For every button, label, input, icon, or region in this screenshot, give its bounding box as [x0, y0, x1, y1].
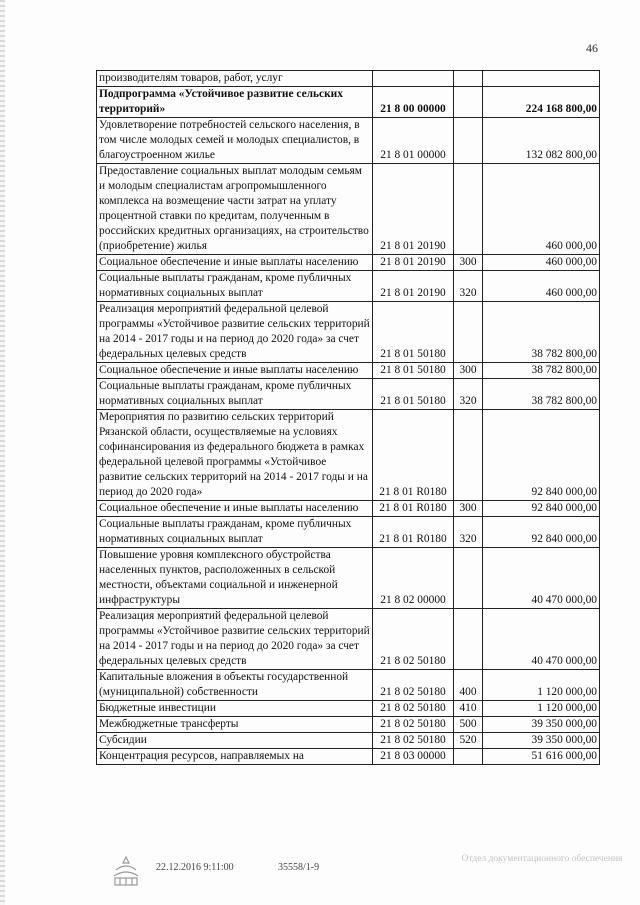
- row-vr-cell: [454, 118, 483, 164]
- row-name-cell: производителям товаров, работ, услуг: [97, 71, 373, 87]
- row-name-cell: Социальные выплаты гражданам, кроме публичных нормативных социальных выплат: [97, 517, 373, 548]
- table-row: [97, 271, 600, 302]
- scan-edge: [0, 0, 5, 905]
- table-row: [97, 701, 600, 717]
- table-row: [97, 717, 600, 733]
- table-row: [97, 548, 600, 609]
- row-code-cell: 21 8 01 50180: [373, 363, 454, 379]
- row-vr-cell: 320: [454, 517, 483, 548]
- row-sum-cell: 460 000,00: [483, 255, 600, 271]
- row-sum-cell: [483, 71, 600, 87]
- row-code-cell: 21 8 01 20190: [373, 271, 454, 302]
- footer-note: Отдел документационного обеспечения: [461, 854, 623, 864]
- table-row: [97, 302, 600, 363]
- row-vr-cell: 400: [454, 670, 483, 701]
- row-sum-cell: 38 782 800,00: [483, 363, 600, 379]
- row-sum-cell: 92 840 000,00: [483, 501, 600, 517]
- row-sum-cell: 92 840 000,00: [483, 410, 600, 501]
- row-vr-cell: 500: [454, 717, 483, 733]
- row-name-cell: Социальные выплаты гражданам, кроме публичных нормативных социальных выплат: [97, 379, 373, 410]
- stamp-logo-icon: [106, 854, 146, 890]
- row-vr-cell: 520: [454, 733, 483, 749]
- row-name-cell: Социальное обеспечение и иные выплаты населению: [97, 255, 373, 271]
- row-code-cell: 21 8 02 50180: [373, 609, 454, 670]
- row-sum-cell: 1 120 000,00: [483, 670, 600, 701]
- row-name-cell: Удовлетворение потребностей сельского населения, в том числе молодых семей и молодых специалистов, в благоустроенном жилье: [97, 118, 373, 164]
- row-name-cell: Реализация мероприятий федеральной целевой программы «Устойчивое развитие сельских территорий на 2014 - 2017 годы и на период до 2020 года» за счет федеральных целевых средств: [97, 609, 373, 670]
- table-row: [97, 379, 600, 410]
- row-sum-cell: 1 120 000,00: [483, 701, 600, 717]
- row-code-cell: 21 8 02 50180: [373, 701, 454, 717]
- row-sum-cell: 40 470 000,00: [483, 548, 600, 609]
- table-row: [97, 164, 600, 255]
- table-row: [97, 670, 600, 701]
- row-vr-cell: 300: [454, 501, 483, 517]
- row-sum-cell: 39 350 000,00: [483, 733, 600, 749]
- row-code-cell: 21 8 01 50180: [373, 379, 454, 410]
- row-vr-cell: 320: [454, 271, 483, 302]
- row-code-cell: 21 8 03 00000: [373, 749, 454, 765]
- budget-table: [96, 70, 600, 765]
- row-vr-cell: [454, 749, 483, 765]
- row-code-cell: 21 8 01 00000: [373, 118, 454, 164]
- row-sum-cell: 38 782 800,00: [483, 302, 600, 363]
- row-code-cell: 21 8 02 50180: [373, 670, 454, 701]
- row-code-cell: 21 8 00 00000: [373, 87, 454, 118]
- table-row: [97, 87, 600, 118]
- row-vr-cell: [454, 609, 483, 670]
- row-name-cell: Реализация мероприятий федеральной целевой программы «Устойчивое развитие сельских территорий на 2014 - 2017 годы и на период до 2020 года» за счет федеральных целевых средств: [97, 302, 373, 363]
- table-row: [97, 501, 600, 517]
- row-sum-cell: 132 082 800,00: [483, 118, 600, 164]
- row-vr-cell: 320: [454, 379, 483, 410]
- table-row: [97, 749, 600, 765]
- row-name-cell: Капитальные вложения в объекты государственной (муниципальной) собственности: [97, 670, 373, 701]
- row-sum-cell: 460 000,00: [483, 164, 600, 255]
- row-vr-cell: 300: [454, 255, 483, 271]
- table-row: [97, 363, 600, 379]
- row-vr-cell: 300: [454, 363, 483, 379]
- row-sum-cell: 39 350 000,00: [483, 717, 600, 733]
- row-sum-cell: 40 470 000,00: [483, 609, 600, 670]
- row-vr-cell: [454, 410, 483, 501]
- row-vr-cell: [454, 302, 483, 363]
- row-sum-cell: 224 168 800,00: [483, 87, 600, 118]
- row-vr-cell: [454, 71, 483, 87]
- row-name-cell: Концентрация ресурсов, направляемых на: [97, 749, 373, 765]
- row-name-cell: Бюджетные инвестиции: [97, 701, 373, 717]
- footer-datetime: 22.12.2016 9:11:00: [156, 862, 234, 873]
- row-name-cell: Социальное обеспечение и иные выплаты населению: [97, 501, 373, 517]
- row-code-cell: 21 8 02 00000: [373, 548, 454, 609]
- row-name-cell: Предоставление социальных выплат молодым семьям и молодым специалистам агропромышленного комплекса на возмещение части затрат на уплату процентной ставки по кредитам, полученным в российских кредитных организациях, на строительство (приобретение) жилья: [97, 164, 373, 255]
- table-row: [97, 71, 600, 87]
- row-name-cell: Подпрограмма «Устойчивое развитие сельских территорий»: [97, 87, 373, 118]
- row-vr-cell: [454, 548, 483, 609]
- row-code-cell: 21 8 01 20190: [373, 255, 454, 271]
- row-vr-cell: [454, 87, 483, 118]
- row-name-cell: Социальные выплаты гражданам, кроме публичных нормативных социальных выплат: [97, 271, 373, 302]
- row-sum-cell: 51 616 000,00: [483, 749, 600, 765]
- row-code-cell: 21 8 01 R0180: [373, 517, 454, 548]
- row-name-cell: Мероприятия по развитию сельских территорий Рязанской области, осуществляемые на условиях софинансирования из федерального бюджета в рамках федеральной целевой программы «Устойчивое развитие сельских территорий на 2014 - 2017 годы и на период до 2020 года»: [97, 410, 373, 501]
- row-sum-cell: 38 782 800,00: [483, 379, 600, 410]
- table-row: [97, 517, 600, 548]
- row-name-cell: Субсидии: [97, 733, 373, 749]
- row-sum-cell: 460 000,00: [483, 271, 600, 302]
- table-row: [97, 118, 600, 164]
- table-row: [97, 609, 600, 670]
- row-code-cell: 21 8 01 50180: [373, 302, 454, 363]
- row-code-cell: 21 8 01 R0180: [373, 501, 454, 517]
- row-code-cell: 21 8 01 20190: [373, 164, 454, 255]
- table-row: [97, 733, 600, 749]
- row-code-cell: [373, 71, 454, 87]
- row-vr-cell: [454, 164, 483, 255]
- row-code-cell: 21 8 02 50180: [373, 733, 454, 749]
- row-name-cell: Межбюджетные трансферты: [97, 717, 373, 733]
- row-name-cell: Повышение уровня комплексного обустройства населенных пунктов, расположенных в сельской местности, объектами социальной и инженерной инфраструктуры: [97, 548, 373, 609]
- budget-table-body: [97, 71, 600, 765]
- row-name-cell: Социальное обеспечение и иные выплаты населению: [97, 363, 373, 379]
- row-code-cell: 21 8 02 50180: [373, 717, 454, 733]
- row-sum-cell: 92 840 000,00: [483, 517, 600, 548]
- table-row: [97, 255, 600, 271]
- footer-doc-number: 35558/1-9: [278, 862, 320, 873]
- row-code-cell: 21 8 01 R0180: [373, 410, 454, 501]
- row-vr-cell: 410: [454, 701, 483, 717]
- page-number: 46: [586, 41, 598, 55]
- table-row: [97, 410, 600, 501]
